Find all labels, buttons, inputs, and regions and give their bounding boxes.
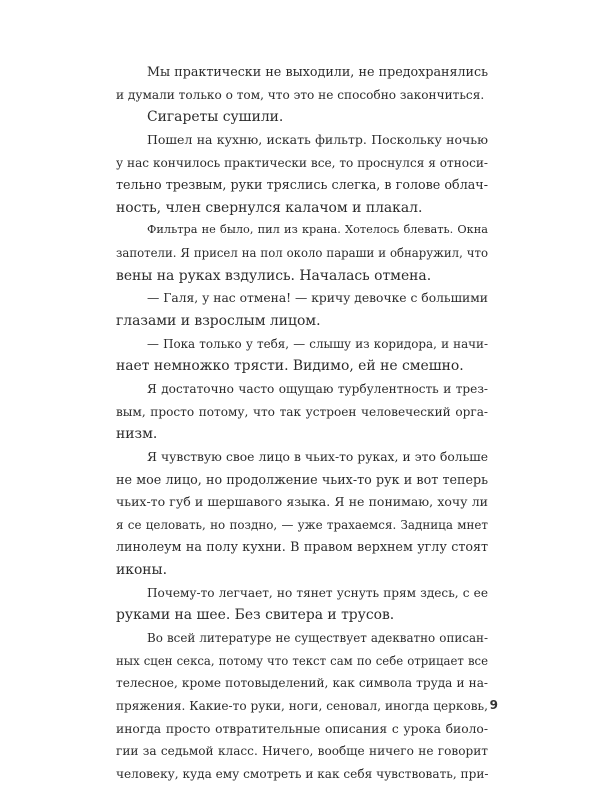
- text-line: глазами и взрослым лицом.: [116, 313, 321, 330]
- text-line: ность, член свернулся калачом и плакал.: [116, 199, 423, 216]
- text-line: иногда просто отвратительные описания с урока биоло-: [116, 721, 488, 736]
- body-text: [116, 61, 488, 786]
- text-line: у нас кончилось практически все, то проснулся я относи-: [116, 155, 488, 170]
- text-line: Я достаточно часто ощущаю турбулентность и трез-: [147, 381, 488, 396]
- text-line: Фильтра не было, пил из крана. Хотелось блевать. Окна: [147, 223, 488, 237]
- text-line: гии за седьмой класс. Ничего, вообще ничего не говорит: [116, 744, 488, 759]
- text-line: и думали только о том, что это не способно закончиться.: [116, 87, 485, 102]
- text-line: ных сцен секса, потому что текст сам по себе отрицает все: [116, 653, 488, 668]
- text-line: запотели. Я присел на пол около параши и обнаружил, что: [116, 246, 488, 261]
- text-line: тельно трезвым, руки тряслись слегка, в голове облач-: [116, 177, 488, 193]
- text-line: Я чувствую свое лицо в чьих-то руках, и это больше: [147, 449, 488, 464]
- text-line: Во всей литературе не существует адекватно описан-: [147, 631, 488, 646]
- text-line: — Галя, у нас отмена! — кричу девочке с большими: [147, 291, 488, 306]
- text-line: нает немножко трясти. Видимо, ей не смешно.: [116, 358, 464, 375]
- text-line: — Пока только у тебя, — слышу из коридора, и начи-: [147, 336, 488, 351]
- text-line: не мое лицо, но продолжение чьих-то рук и вот теперь: [116, 471, 488, 487]
- text-line: телесное, кроме потовыделений, как символа труда и на-: [116, 676, 488, 691]
- text-line: вены на руках вздулись. Началась отмена.: [116, 267, 432, 284]
- text-line: руками на шее. Без свитера и трусов.: [116, 607, 395, 624]
- text-line: пряжения. Какие-то руки, ноги, сеновал, иногда церковь,: [116, 698, 488, 713]
- page-number: 9: [489, 698, 498, 712]
- text-line: чьих-то губ и шершавого языка. Я не понимаю, хочу ли: [116, 494, 488, 510]
- text-line: иконы.: [116, 562, 168, 579]
- text-line: я се целовать, но поздно, — уже трахаемся. Задница мнет: [116, 517, 488, 532]
- text-line: низм.: [116, 426, 158, 443]
- text-line: Сигареты сушили.: [147, 109, 284, 126]
- text-line: Почему-то легчает, но тянет уснуть прям здесь, с ее: [147, 585, 488, 600]
- text-line: линолеум на полу кухни. В правом верхнем углу стоят: [116, 539, 488, 555]
- text-line: вым, просто потому, что так устроен человеческий орга-: [116, 404, 488, 419]
- text-line: Пошел на кухню, искать фильтр. Поскольку ночью: [147, 131, 488, 147]
- text-line: человеку, куда ему смотреть и как себя чувствовать, при-: [116, 766, 489, 781]
- text-line: Мы практически не выходили, не предохранялись: [147, 64, 488, 79]
